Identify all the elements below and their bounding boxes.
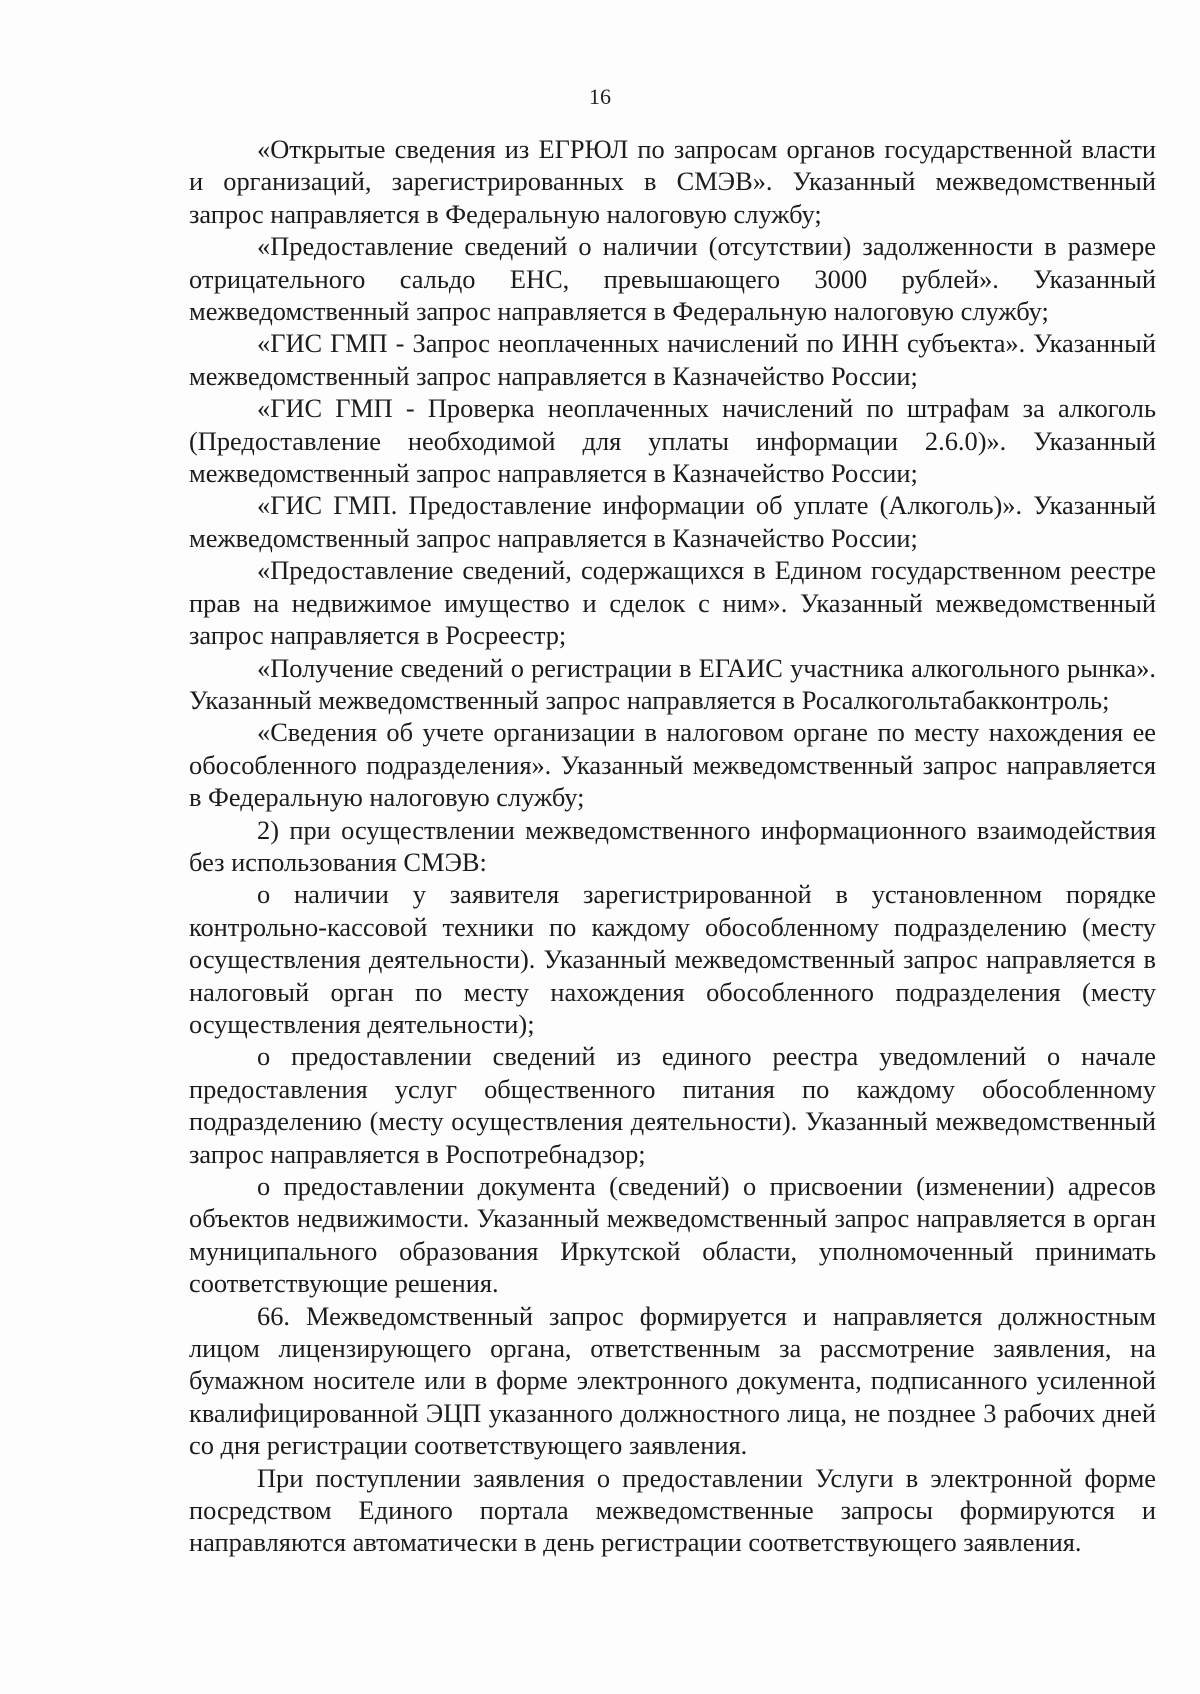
- paragraph: «ГИС ГМП. Предоставление информации об уплате (Алкоголь)». Указанный межведомственный запрос направляется в Казначейство России;: [189, 490, 1156, 553]
- paragraph: «ГИС ГМП - Запрос неоплаченных начислений по ИНН субъекта». Указанный межведомственный запрос направляется в Казначейство России;: [189, 328, 1156, 391]
- paragraph: «Предоставление сведений о наличии (отсутствии) задолженности в размере отрицательного сальдо ЕНС, превышающего 3000 рублей». Указанный межведомственный запрос направляется в Федеральную налоговую службу;: [189, 231, 1156, 327]
- page-number: 16: [589, 84, 611, 109]
- paragraph: 66. Межведомственный запрос формируется и направляется должностным лицом лицензирующего органа, ответственным за рассмотрение заявления, на бумажном носителе или в форме электронного документа, подписанного усиленной квалифицированной ЭЦП указанного должностного лица, не позднее 3 рабочих дней со дня регистрации соответствующего заявления.: [189, 1300, 1156, 1461]
- document-body: [189, 133, 1156, 1559]
- paragraph: о наличии у заявителя зарегистрированной в установленном порядке контрольно-кассовой техники по каждому обособленному подразделению (месту осуществления деятельности). Указанный межведомственный запрос направляется в налоговый орган по месту нахождения обособленного подразделения (месту осуществления деятельности);: [189, 879, 1156, 1039]
- paragraph: «Получение сведений о регистрации в ЕГАИС участника алкогольного рынка». Указанный межведомственный запрос направляется в Росалкогольтабакконтроль;: [189, 652, 1156, 715]
- paragraph: При поступлении заявления о предоставлении Услуги в электронной форме посредством Единого портала межведомственные запросы формируются и направляются автоматически в день регистрации соответствующего заявления.: [189, 1462, 1156, 1558]
- paragraph: 2) при осуществлении межведомственного информационного взаимодействия без использования СМЭВ:: [189, 814, 1156, 877]
- paragraph: о предоставлении документа (сведений) о присвоении (изменении) адресов объектов недвижимости. Указанный межведомственный запрос направляется в орган муниципального образования Иркутской области, уполномоченный принимать соответствующие решения.: [189, 1171, 1156, 1299]
- paragraph: о предоставлении сведений из единого реестра уведомлений о начале предоставления услуг общественного питания по каждому обособленному подразделению (месту осуществления деятельности). Указанный межведомственный запрос направляется в Роспотребнадзор;: [189, 1041, 1156, 1169]
- paragraph: «Открытые сведения из ЕГРЮЛ по запросам органов государственной власти и организаций, зарегистрированных в СМЭВ». Указанный межведомственный запрос направляется в Федеральную налоговую службу;: [189, 134, 1156, 229]
- paragraph: «Предоставление сведений, содержащихся в Едином государственном реестре прав на недвижимое имущество и сделок с ним». Указанный межведомственный запрос направляется в Росреестр;: [189, 555, 1156, 651]
- paragraph: «Сведения об учете организации в налоговом органе по месту нахождения ее обособленного подразделения». Указанный межведомственный запрос направляется в Федеральную налоговую службу;: [189, 717, 1156, 813]
- paragraph: «ГИС ГМП - Проверка неоплаченных начислений по штрафам за алкоголь (Предоставление необходимой для уплаты информации 2.6.0)». Указанный межведомственный запрос направляется в Казначейство России;: [189, 393, 1156, 489]
